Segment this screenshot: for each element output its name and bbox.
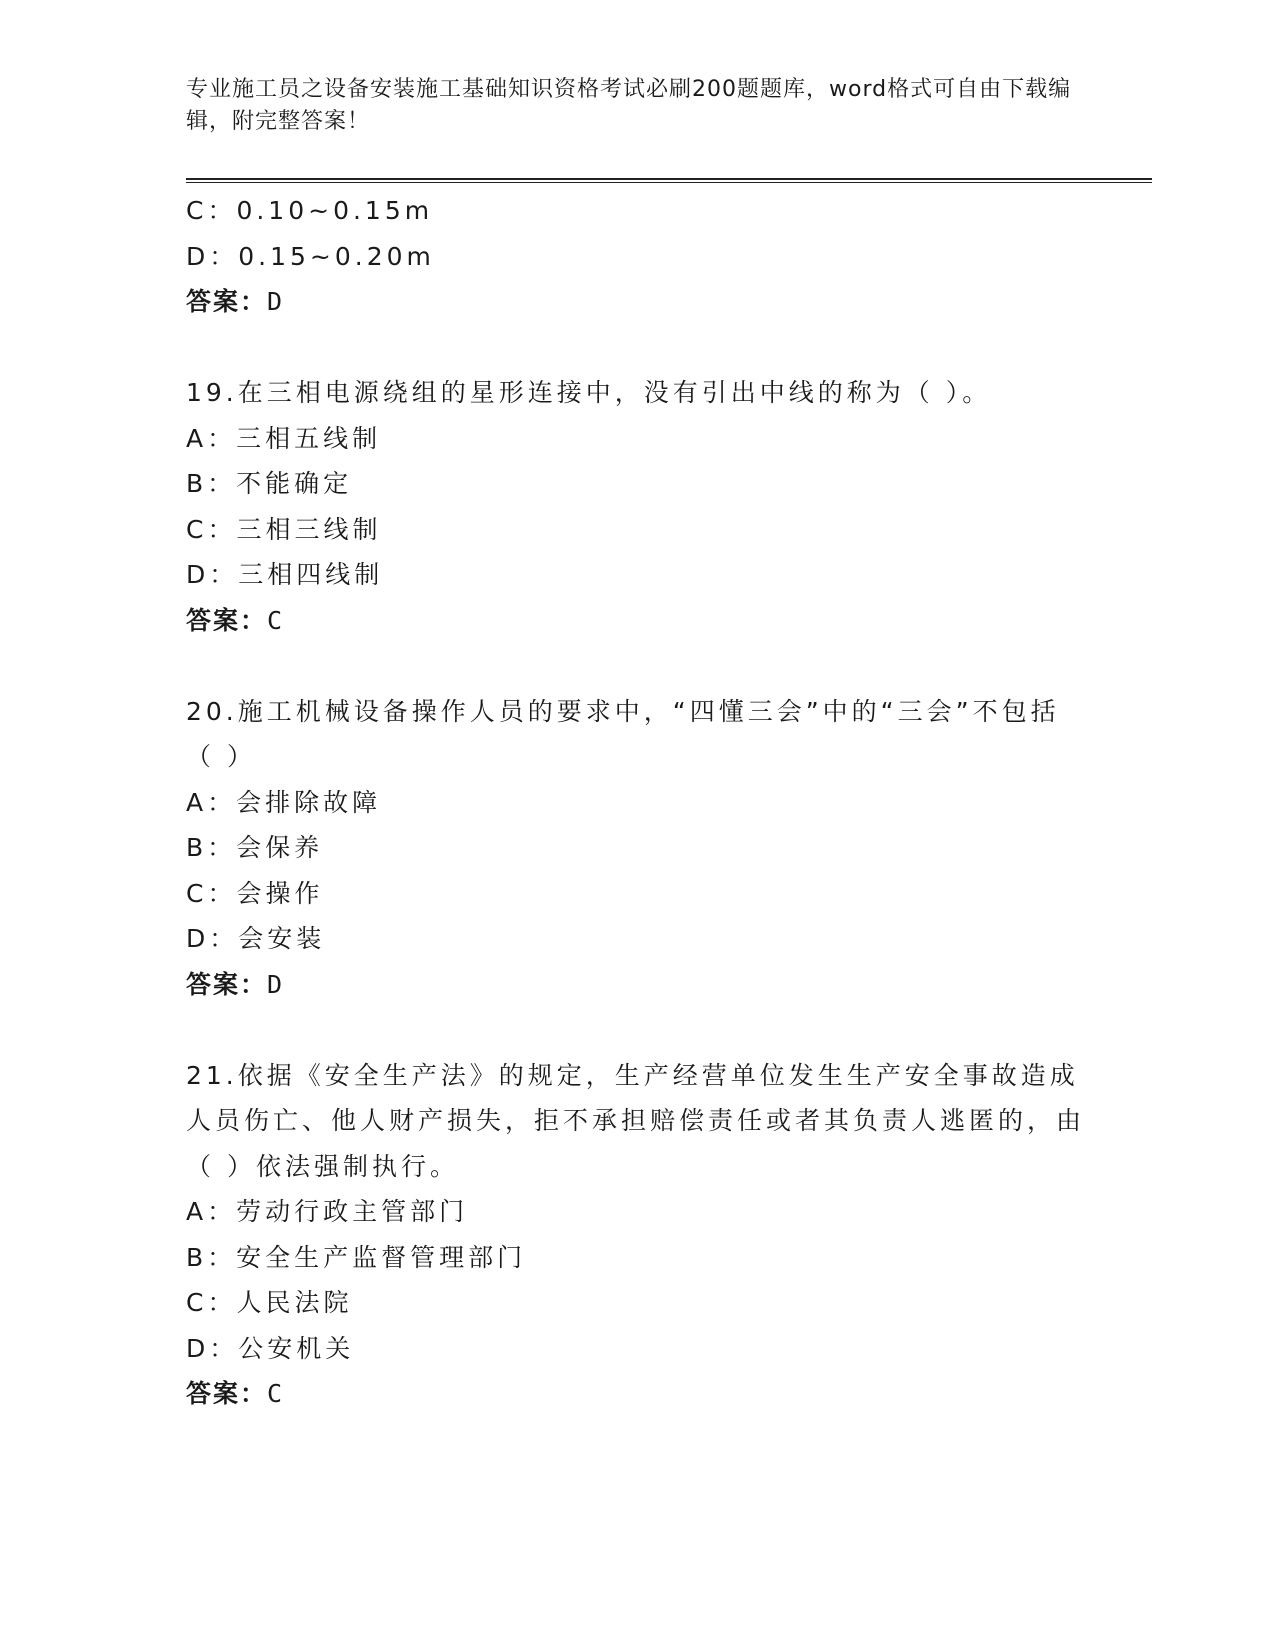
question-stem: 20.施工机械设备操作人员的要求中，“四懂三会”中的“三会”不包括（ ） [186, 696, 1060, 771]
option-c: C：0.10~0.15m [186, 196, 434, 225]
answer-line [186, 279, 1086, 325]
option-a: A：劳动行政主管部门 [186, 1197, 469, 1226]
option-d: D：公安机关 [186, 1333, 355, 1363]
option-d: D：会安装 [186, 924, 326, 953]
question-stem: 21.依据《安全生产法》的规定，生产经营单位发生生产安全事故造成人员伤亡、他人财产损失，拒不承担赔偿责任或者其负责人逃匿的，由（ ）依法强制执行。 [186, 1060, 1086, 1181]
option-b: B：安全生产监督管理部门 [186, 1242, 527, 1272]
answer-value: D [267, 287, 285, 316]
document-header: 专业施工员之设备安装施工基础知识资格考试必刷200题题库，word格式可自由下载编辑，附完整答案！ [186, 77, 1072, 134]
answer-label: 答案： [186, 287, 268, 316]
option-c: C：三相三线制 [186, 514, 382, 544]
question-list [186, 188, 1086, 1417]
option-b: B：不能确定 [186, 469, 353, 498]
option-c: C：人民法院 [186, 1288, 353, 1317]
option-b: B：会保养 [186, 833, 324, 862]
spacer [186, 1007, 1086, 1053]
question-20 [186, 689, 1086, 1008]
option-c: C：会操作 [186, 878, 324, 908]
header-divider [186, 178, 1152, 183]
question-19 [186, 370, 1086, 643]
answer-line [186, 962, 1086, 1008]
spacer [186, 643, 1086, 689]
question-stem: 19.在三相电源绕组的星形连接中，没有引出中线的称为（ ）。 [186, 378, 992, 407]
question-18-continued [186, 188, 1086, 325]
option-a: A：三相五线制 [186, 423, 382, 453]
answer-line [186, 598, 1086, 644]
answer-label: 答案： [186, 969, 268, 999]
answer-value: D [267, 969, 285, 999]
answer-line [186, 1371, 1086, 1417]
spacer [186, 325, 1086, 371]
question-21 [186, 1053, 1086, 1417]
option-d: D：三相四线制 [186, 560, 384, 589]
answer-label: 答案： [186, 1379, 268, 1408]
option-d: D：0.15~0.20m [186, 241, 435, 271]
answer-value: C [267, 605, 285, 635]
answer-label: 答案： [186, 605, 268, 635]
option-a: A：会排除故障 [186, 787, 382, 817]
answer-value: C [267, 1379, 285, 1408]
